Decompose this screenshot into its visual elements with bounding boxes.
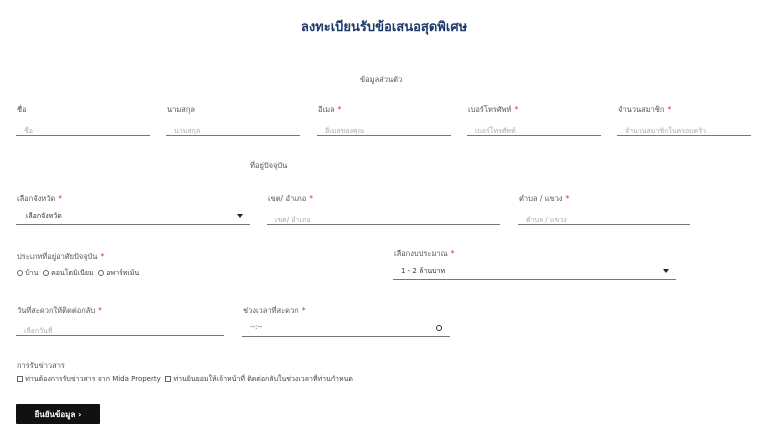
submit-button[interactable]: ยืนยันข้อมูล › bbox=[16, 404, 100, 424]
first-name-input[interactable] bbox=[16, 123, 150, 135]
required-mark: * bbox=[337, 105, 342, 114]
radio-circle-icon[interactable] bbox=[43, 270, 49, 276]
chevron-down-icon bbox=[237, 214, 243, 218]
email-label: อีเมล * bbox=[318, 105, 342, 114]
required-mark: * bbox=[450, 249, 455, 258]
subdistrict-input[interactable] bbox=[518, 212, 690, 224]
members-input[interactable] bbox=[617, 123, 751, 135]
radio-apartment[interactable]: อพาร์ทเม้น bbox=[98, 269, 139, 277]
checkbox-consent-contact[interactable]: ท่านยินยอมให้เจ้าหน้าที่ ติดต่อกลับในช่วงเวลาที่ท่านกำหนด bbox=[165, 375, 353, 383]
phone-input[interactable] bbox=[467, 123, 601, 135]
checkbox-icon[interactable] bbox=[17, 376, 23, 382]
contact-time-label: ช่วงเวลาที่สะดวก * bbox=[243, 306, 306, 315]
last-name-field[interactable] bbox=[166, 118, 300, 136]
checkbox-icon[interactable] bbox=[165, 376, 171, 382]
personal-section-heading: ข้อมูลส่วนตัว bbox=[360, 75, 403, 84]
checkbox-receive-news[interactable]: ท่านต้องการรับข่าวสาร จาก Mida Property bbox=[17, 375, 161, 383]
required-mark: * bbox=[667, 105, 672, 114]
phone-field[interactable] bbox=[467, 118, 601, 136]
required-mark: * bbox=[514, 105, 519, 114]
members-label: จำนวนสมาชิก * bbox=[618, 105, 672, 114]
contact-time-field[interactable] bbox=[242, 319, 450, 337]
district-label: เขต/ อำเภอ * bbox=[268, 194, 313, 203]
phone-label: เบอร์โทรศัพท์ * bbox=[468, 105, 519, 114]
first-name-field[interactable] bbox=[16, 118, 150, 136]
contact-date-input[interactable] bbox=[16, 323, 224, 335]
province-selected-value: เลือกจังหวัด bbox=[26, 212, 62, 220]
last-name-input[interactable] bbox=[166, 123, 300, 135]
email-input[interactable] bbox=[317, 123, 451, 135]
required-mark: * bbox=[565, 194, 570, 203]
district-field[interactable] bbox=[267, 207, 500, 225]
clock-icon[interactable] bbox=[436, 325, 442, 331]
first-name-label: ชื่อ bbox=[17, 105, 27, 114]
province-label: เลือกจังหวัด * bbox=[17, 194, 63, 203]
budget-select[interactable] bbox=[393, 262, 676, 280]
province-select[interactable] bbox=[16, 207, 250, 225]
radio-circle-icon[interactable] bbox=[98, 270, 104, 276]
required-mark: * bbox=[98, 306, 102, 315]
radio-condominium[interactable]: คอนโดมิเนียม bbox=[43, 269, 94, 277]
contact-time-value: --:-- bbox=[250, 323, 263, 331]
district-input[interactable] bbox=[267, 212, 500, 224]
chevron-down-icon bbox=[663, 269, 669, 273]
residence-label: ประเภทที่อยู่อาศัยปัจจุบัน * bbox=[17, 252, 105, 261]
contact-date-field[interactable] bbox=[16, 318, 224, 336]
budget-label: เลือกงบประมาณ * bbox=[394, 249, 455, 258]
required-mark: * bbox=[58, 194, 63, 203]
required-mark: * bbox=[301, 306, 306, 315]
news-label: การรับข่าวสาร bbox=[17, 361, 65, 370]
last-name-label: นามสกุล bbox=[167, 105, 195, 114]
address-section-heading: ที่อยู่ปัจจุบัน bbox=[250, 161, 288, 170]
email-field[interactable] bbox=[317, 118, 451, 136]
radio-circle-icon[interactable] bbox=[17, 270, 23, 276]
page-title: ลงทะเบียนรับข้อเสนอสุดพิเศษ bbox=[300, 20, 468, 35]
required-mark: * bbox=[100, 252, 105, 261]
required-mark: * bbox=[309, 194, 313, 203]
subdistrict-field[interactable] bbox=[518, 207, 690, 225]
members-field[interactable] bbox=[617, 118, 751, 136]
radio-house[interactable]: บ้าน bbox=[17, 269, 38, 277]
news-options bbox=[17, 374, 353, 385]
contact-date-label: วันที่สะดวกให้ติดต่อกลับ * bbox=[17, 306, 102, 315]
subdistrict-label: ตำบล / แขวง * bbox=[519, 194, 570, 203]
residence-options bbox=[17, 268, 139, 279]
budget-selected-value: 1 - 2 ล้านบาท bbox=[401, 267, 446, 275]
